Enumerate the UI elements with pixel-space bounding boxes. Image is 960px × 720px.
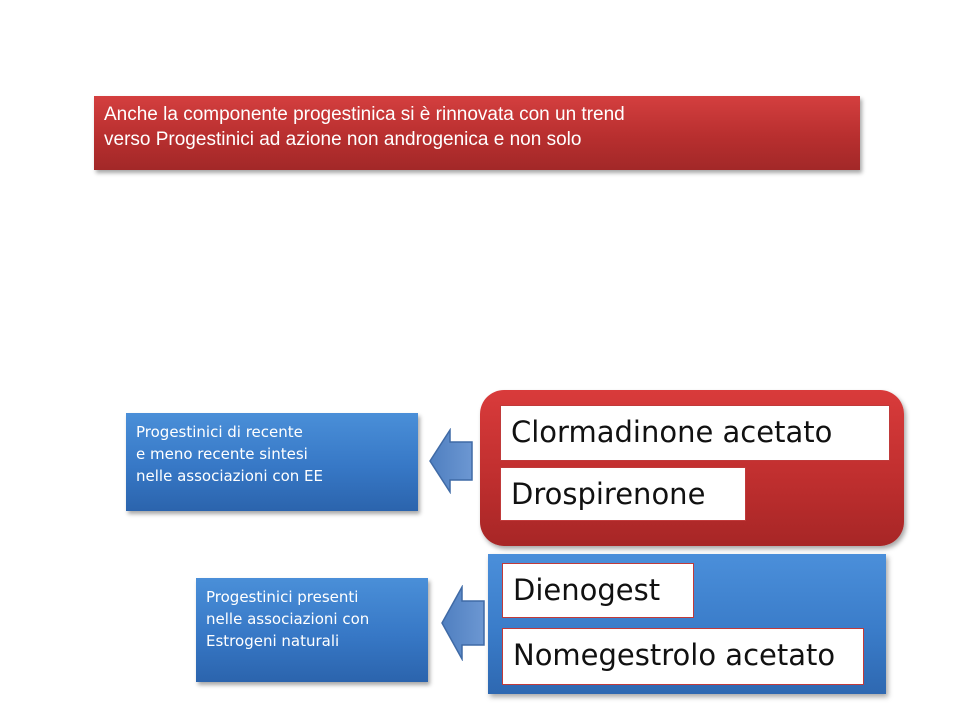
dienogest-cell: Dienogest bbox=[502, 563, 694, 618]
recent-label-line-1: Progestinici di recente bbox=[136, 423, 303, 441]
recent-label-line-2: e meno recente sintesi bbox=[136, 445, 308, 463]
left-arrow-icon bbox=[428, 428, 474, 494]
natural-estrogen-progestins-label bbox=[196, 578, 428, 682]
left-arrow-icon bbox=[440, 585, 486, 661]
natural-label-line-2: nelle associazioni con bbox=[206, 610, 370, 628]
title-line-1: Anche la componente progestinica si è rinnovata con un trend bbox=[104, 104, 625, 125]
natural-label-line-1: Progestinici presenti bbox=[206, 588, 359, 606]
natural-label-line-3: Estrogeni naturali bbox=[206, 632, 340, 650]
title-banner bbox=[94, 96, 860, 170]
recent-progestins-label bbox=[126, 413, 418, 511]
clormadinone-acetato-cell: Clormadinone acetato bbox=[500, 405, 890, 461]
nomegestrolo-acetato-cell: Nomegestrolo acetato bbox=[502, 628, 864, 685]
title-line-2: verso Progestinici ad azione non androgenica e non solo bbox=[104, 129, 582, 150]
drospirenone-cell: Drospirenone bbox=[500, 467, 746, 521]
recent-label-line-3: nelle associazioni con EE bbox=[136, 467, 323, 485]
